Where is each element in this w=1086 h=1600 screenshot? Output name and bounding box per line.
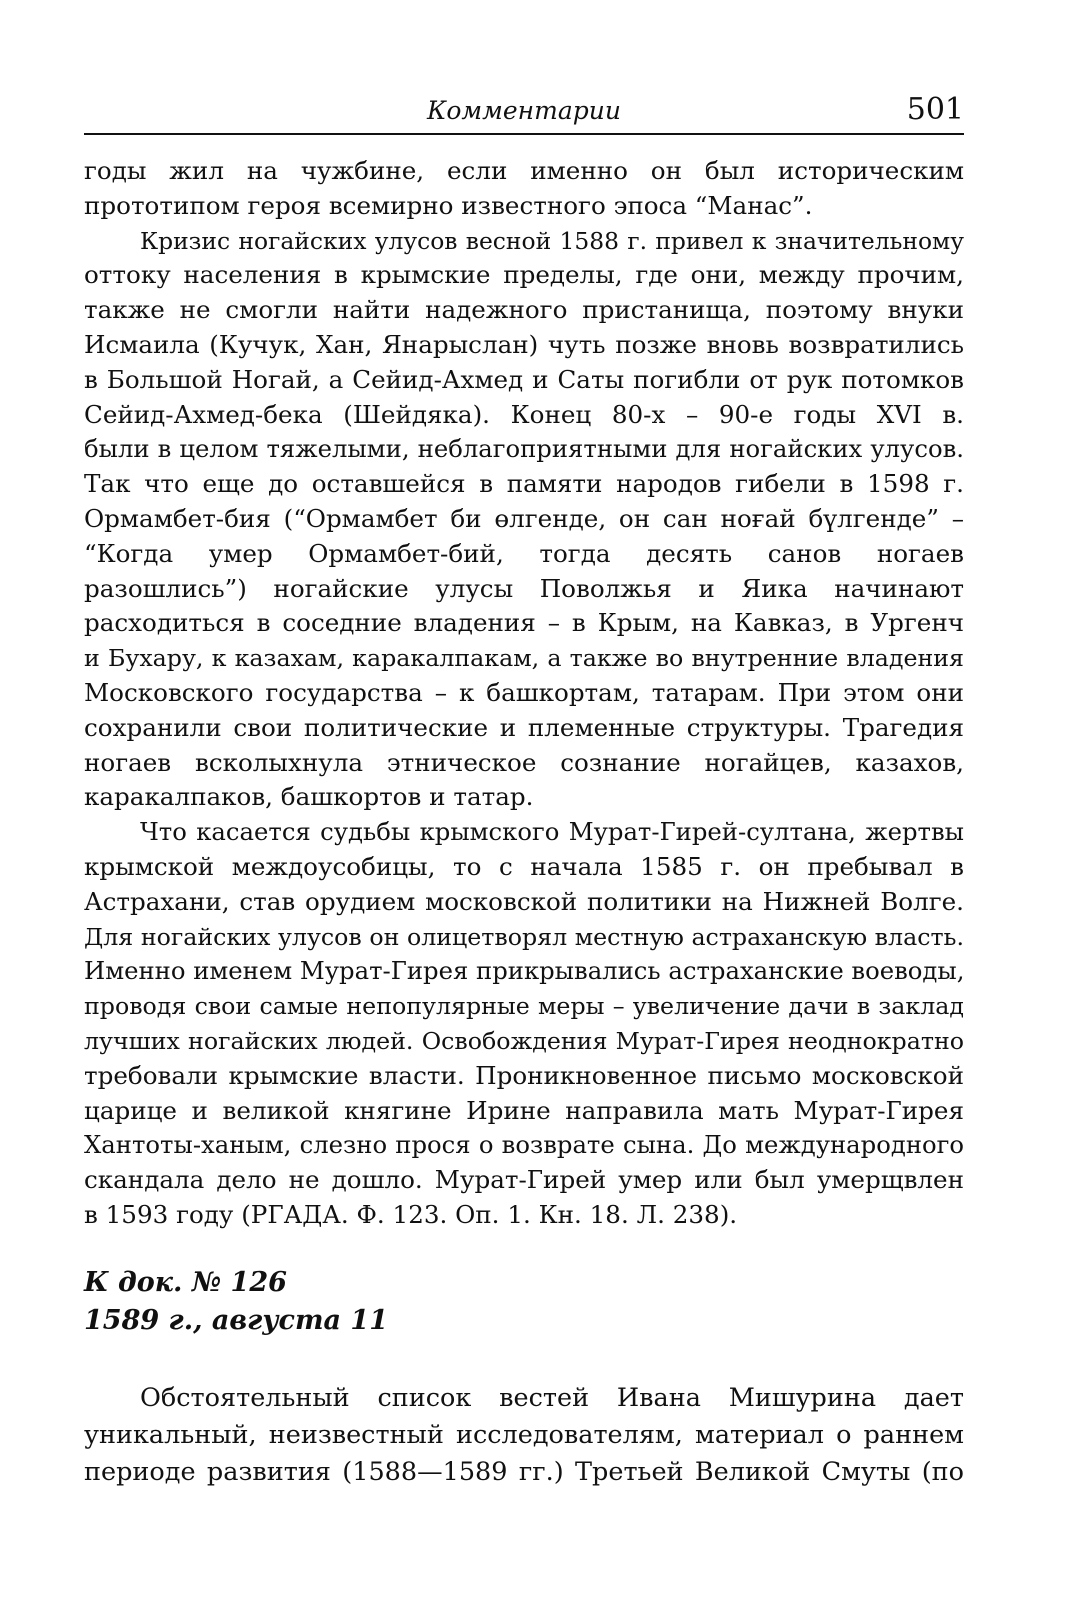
text-line: расходиться в соседние владения – в Крым, на Кавказ, в Ургенч [84, 608, 964, 638]
text-line: Обстоятельный список вестей Ивана Мишурина дает [140, 1383, 964, 1413]
section-heading [84, 1264, 964, 1340]
text-line: скандала дело не дошло. Мурат-Гирей умер или был умерщвлен [84, 1165, 964, 1195]
text-line: Хантоты-ханым, слезно прося о возврате сына. До международного [84, 1130, 964, 1160]
text-line: Московского государства – к башкортам, татарам. При этом они [84, 677, 964, 707]
text-line: Для ногайских улусов он олицетворял местную астраханскую власть. [84, 922, 964, 951]
text-line: царице и великой княгине Ирине направила мать Мурат-Гирея [84, 1095, 964, 1125]
document-date: 1589 г., августа 11 [84, 1305, 388, 1336]
text-line: Так что еще до оставшейся в памяти народов гибели в 1598 г. [84, 469, 964, 499]
text-line: Именно именем Мурат-Гирея прикрывались астраханские воеводы, [84, 956, 965, 986]
text-line: в 1593 году (РГАДА. Ф. 123. Оп. 1. Кн. 18. Л. 238). [84, 1199, 738, 1229]
text-line: лучших ногайских людей. Освобождения Мурат-Гирея неоднократно [84, 1026, 964, 1055]
text-line: Исмаила (Кучук, Хан, Янарыслан) чуть позже вновь возвратились [84, 329, 964, 359]
text-line: ногаев всколыхнула этническое сознание ногайцев, казахов, [84, 747, 964, 777]
text-line: также не смогли найти надежного пристанища, поэтому внуки [84, 295, 964, 325]
section-body-text [84, 1380, 964, 1491]
paragraph-2 [84, 224, 964, 816]
text-line: и Бухару, к казахам, каракалпакам, а также во внутренние владения [84, 644, 964, 673]
text-line: прототипом героя всемирно известного эпоса “Манас”. [84, 190, 813, 220]
paragraph-1 [84, 154, 964, 224]
text-line: Сейид-Ахмед-бека (Шейдяка). Конец 80-х – 90-е годы XVI в. [84, 399, 964, 429]
body-text [84, 154, 964, 1233]
text-line: в Большой Ногай, а Сейид-Ахмед и Саты погибли от рук потомков [84, 364, 964, 394]
text-line: Что касается судьбы крымского Мурат-Гирей-султана, жертвы [140, 817, 964, 847]
text-line: сохранили свои политические и племенные структуры. Трагедия [84, 712, 964, 742]
text-line: оттоку населения в крымские пределы, где они, между прочим, [84, 260, 964, 290]
running-header [84, 92, 964, 132]
header-rule [84, 133, 964, 135]
text-line: разошлись”) ногайские улусы Поволжья и Яика начинают [84, 573, 964, 603]
paragraph-3 [84, 815, 964, 1233]
text-line: Кризис ногайских улусов весной 1588 г. привел к значительному [140, 226, 964, 255]
text-line: периоде развития (1588—1589 гг.) Третьей Великой Смуты (по [84, 1457, 964, 1487]
text-line: Ормамбет-бия (“Ормамбет би өлгенде, он сан ноғай бүлгенде” – [84, 503, 964, 533]
text-line: были в целом тяжелыми, неблагоприятными для ногайских улусов. [84, 434, 964, 464]
text-line: годы жил на чужбине, если именно он был историческим [84, 156, 964, 185]
text-line: проводя свои самые непопулярные меры – увеличение дачи в заклад [84, 992, 964, 1021]
header-title: Комментарии [427, 96, 621, 125]
text-line: “Когда умер Ормамбет-бий, тогда десять санов ногаев [84, 538, 964, 568]
text-line: требовали крымские власти. Проникновенное письмо московской [84, 1060, 964, 1090]
text-line: уникальный, неизвестный исследователям, материал о раннем [84, 1420, 964, 1450]
text-line: Астрахани, став орудием московской политики на Нижней Волге. [84, 886, 964, 916]
text-line: каракалпаков, башкортов и татар. [84, 782, 534, 812]
document-reference: К док. № 126 [84, 1267, 287, 1298]
text-line: крымской междоусобицы, то с начала 1585 г. он пребывал в [84, 851, 964, 881]
page-number: 501 [906, 92, 964, 127]
